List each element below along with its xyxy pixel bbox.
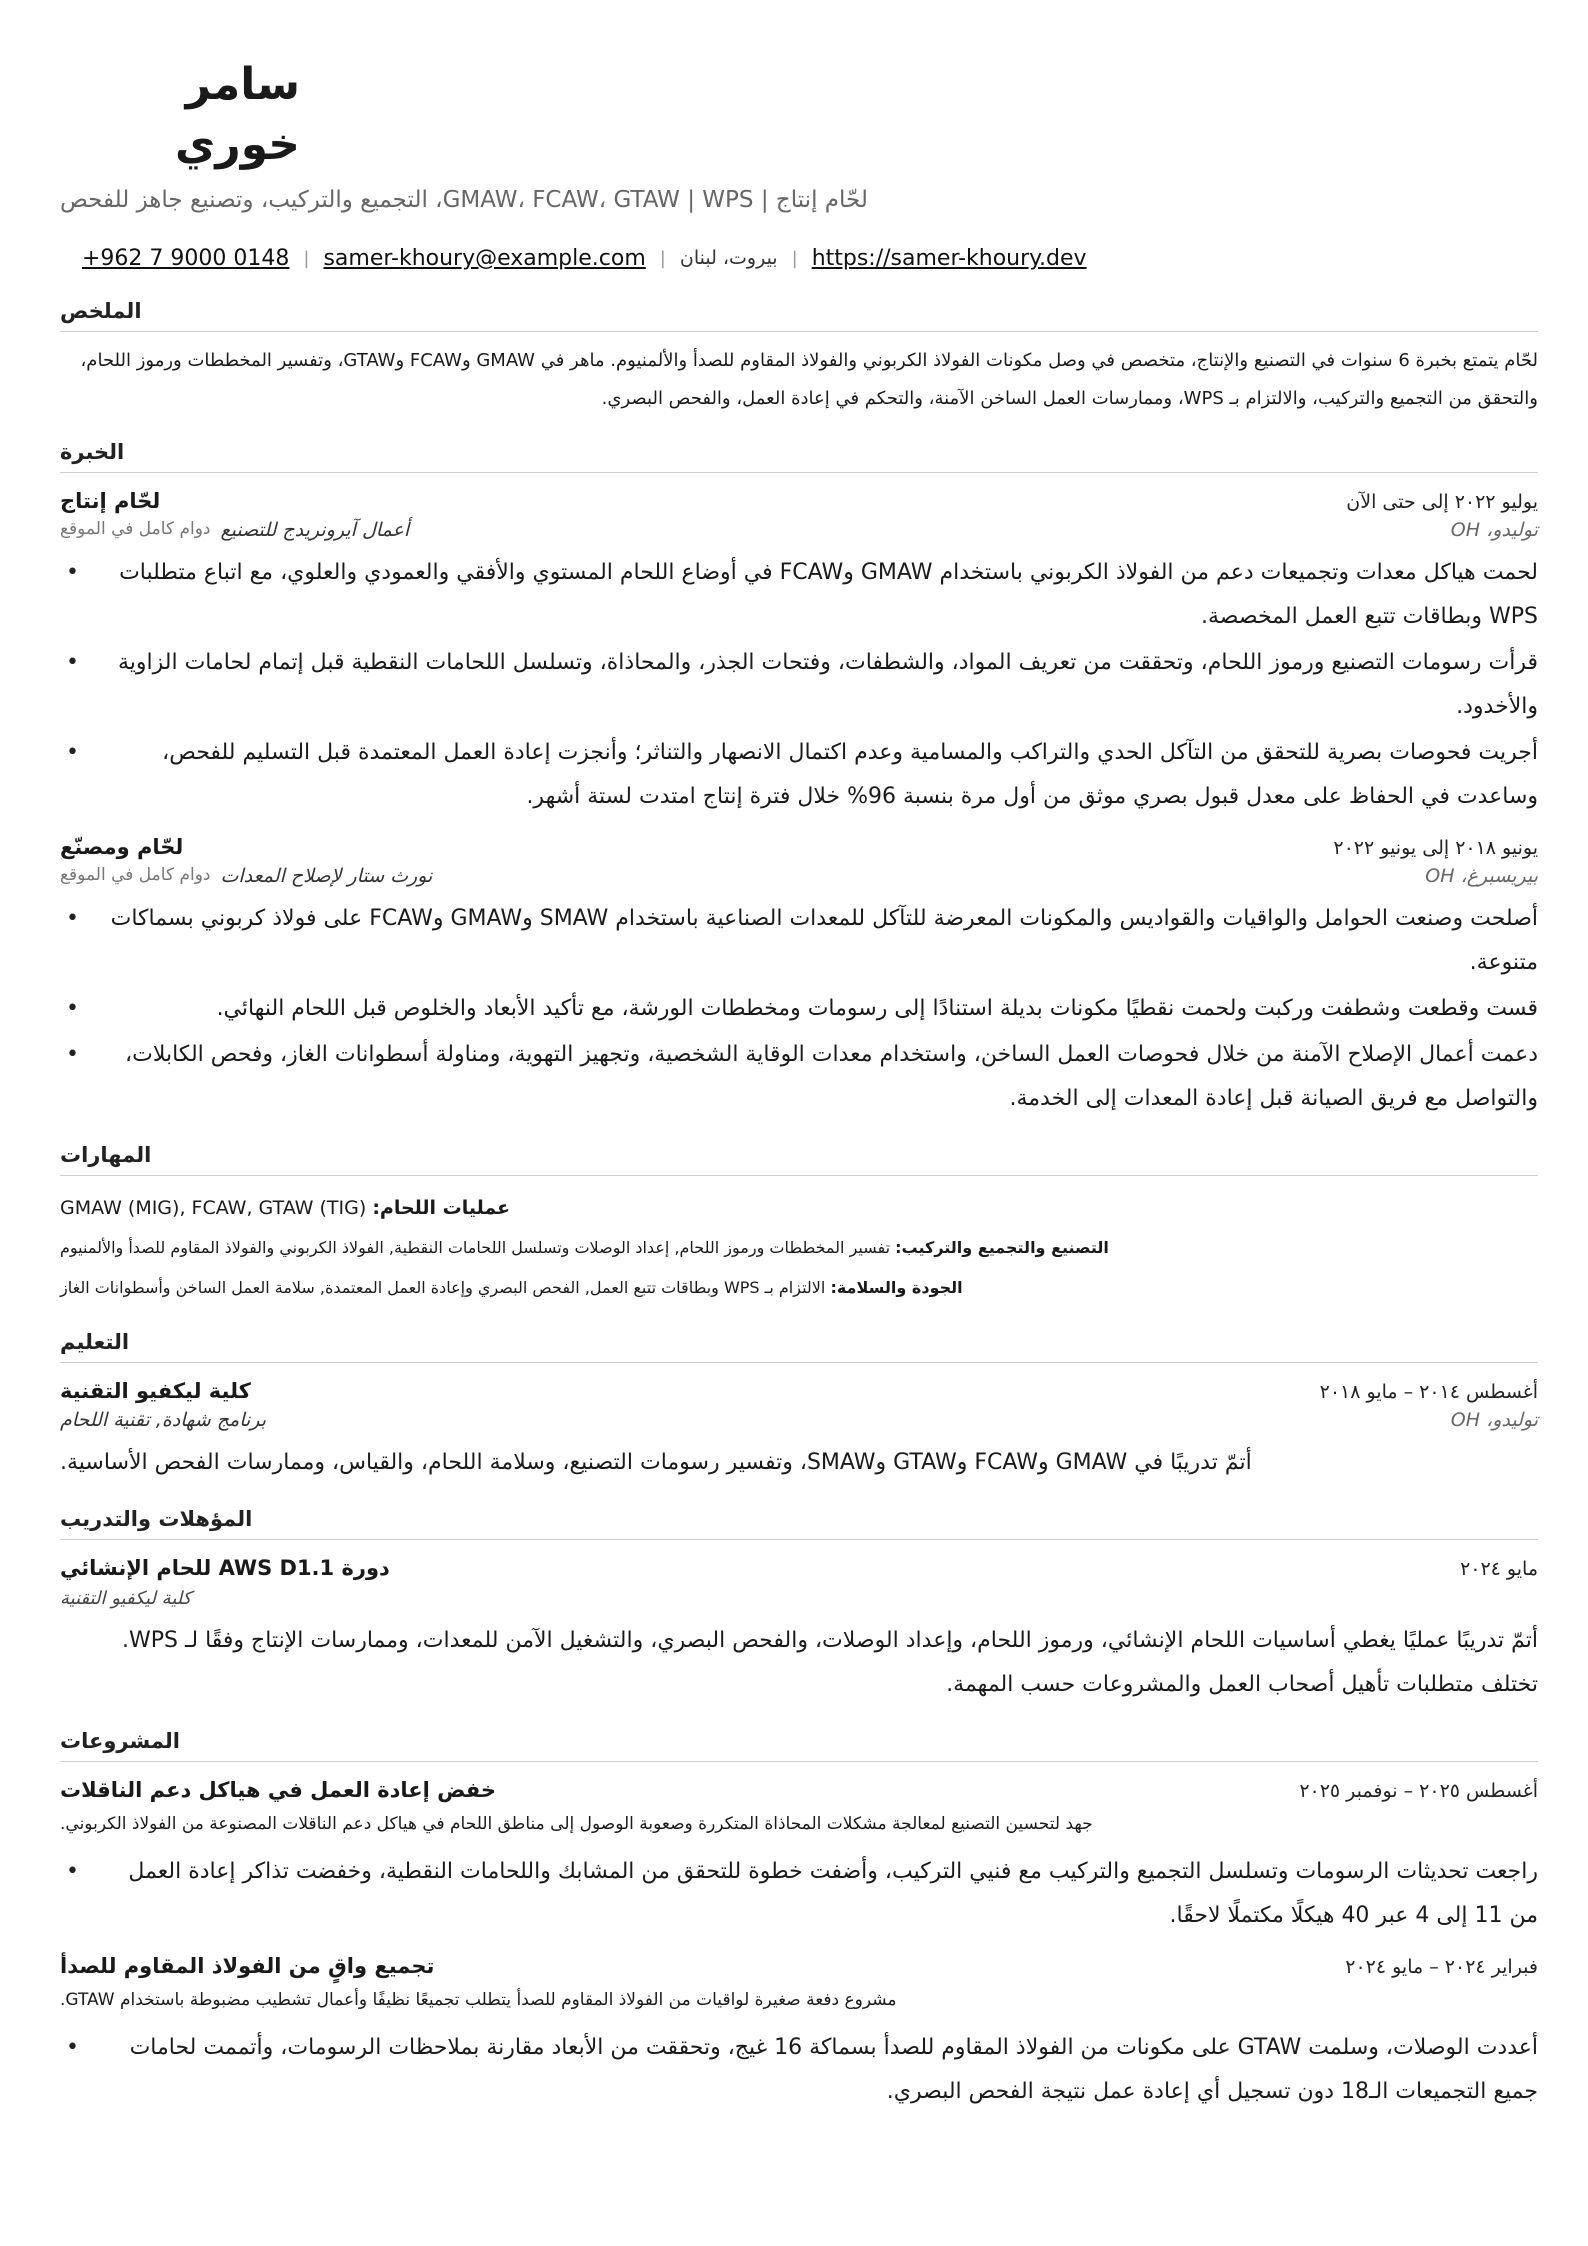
certification-entry [60,1556,1538,1707]
headline: لحّام إنتاج | GMAW، FCAW، GTAW | WPS، التجميع والتركيب، وتصنيع جاهز للفحص [60,187,868,213]
email-link[interactable]: samer-khoury@example.com [323,245,646,271]
location: بيروت، لبنان [679,247,778,269]
job-meta: دوام كامل في الموقع [60,519,211,539]
project-bullets [60,1850,1538,1938]
project-title: تجميع واقٍ من الفولاذ المقاوم للصدأ [60,1954,435,1978]
education-program-line [60,1409,266,1431]
certification-name: دورة AWS D1.1 للحام الإنشائي [60,1556,390,1580]
candidate-name: سامر خوري [175,59,300,170]
list-item: • لحمت هياكل معدات وتجميعات دعم من الفولاذ الكربوني باستخدام GMAW وFCAW في أوضاع اللحام المستوي والأفقي والعمودي والعلوي، مع اتباع متطلبات WPS وبطاقات تتبع العمل المخصصة. [60,551,1538,639]
list-item: • أعددت الوصلات، وسلمت GTAW على مكونات من الفولاذ المقاوم للصدأ بسماكة 16 غيج، وتحققت من الأبعاد مقارنة بملاحظات الرسومات، وأتممت لحامات جميع التجميعات الـ18 دون تسجيل أي إعادة عمل نتيجة الفحص البصري. [60,2026,1538,2114]
skill-line: التصنيع والتجميع والتركيب: تفسير المخططات ورموز اللحام, إعداد الوصلات وتسلسل اللحامات النقطية, الفولاذ الكربوني والفولاذ المقاوم للصدأ والألمنيوم [60,1238,1109,1257]
skill-line: عمليات اللحام: GMAW (MIG), FCAW, GTAW (TIG) [60,1197,511,1219]
list-item: • قرأت رسومات التصنيع ورموز اللحام، وتحققت من تعريف المواد، والشطفات، وفتحات الجذر، والمحاذاة، وتسلسل اللحامات النقطية قبل إتمام لحامات الزاوية والأخدود. [60,641,1538,729]
website-link[interactable]: https://samer-khoury.dev [811,245,1087,271]
separator: | [791,247,798,269]
job-dates: يونيو ٢٠١٨ إلى يونيو ٢٠٢٢ [1333,837,1538,859]
job-title: لحّام ومصنّع [60,835,184,859]
skill-line: الجودة والسلامة: الالتزام بـ WPS وبطاقات تتبع العمل, الفحص البصري وإعادة العمل المعتمدة, سلامة العمل الساخن وأسطوانات الغاز [60,1278,963,1297]
skills-list [60,1188,1538,1308]
list-item: • أصلحت وصنعت الحوامل والواقيات والقواديس والمكونات المعرضة للتآكل للمعدات الصناعية باستخدام SMAW وGMAW وFCAW على فولاذ كربوني بسماكات متنوعة. [60,897,1538,985]
job-entry [60,489,1538,819]
resume-page [60,55,1538,2116]
section-title-summary: الملخص [60,299,1538,332]
section-title-certifications: المؤهلات والتدريب [60,1507,1538,1540]
job-bullets [60,551,1538,819]
certification-description: أتمّ تدريبًا عمليًا يغطي أساسيات اللحام الإنشائي، ورموز اللحام، وإعداد الوصلات، والفحص البصري، والتشغيل الآمن للمعدات، وممارسات الإنتاج وفقًا لـ WPS. تختلف متطلبات تأهيل أصحاب العمل والمشروعات حسب المهمة. [121,1628,1538,1697]
list-item: • راجعت تحديثات الرسومات وتسلسل التجميع والتركيب مع فنيي التركيب، وأضفت خطوة للتحقق من المشابك واللحامات النقطية، وخفضت تذاكر إعادة العمل من 11 إلى 4 عبر 40 هيكلًا مكتملًا لاحقًا. [60,1850,1538,1938]
job-meta: دوام كامل في الموقع [60,865,211,885]
job-entry [60,835,1538,1121]
project-dates: أغسطس ٢٠٢٥ – نوفمبر ٢٠٢٥ [1299,1780,1538,1802]
education-description: أتمّ تدريبًا في GMAW وFCAW وGTAW وSMAW، وتفسير رسومات التصنيع، وسلامة اللحام، والقياس، وممارسات الفحص الأساسية. [60,1450,1252,1475]
job-location: بيريسبرغ، OH [1425,865,1538,887]
phone-link[interactable]: +962 7 9000 0148 [82,245,290,271]
project-bullets [60,2026,1538,2114]
certification-date: مايو ٢٠٢٤ [1460,1558,1538,1580]
section-title-skills: المهارات [60,1143,1538,1176]
summary-text: لحّام يتمتع بخبرة 6 سنوات في التصنيع والإنتاج، متخصص في وصل مكونات الفولاذ الكربوني والفولاذ المقاوم للصدأ والألمنيوم. ماهر في GMAW وFCAW وGTAW، وتفسير المخططات ورموز اللحام، والتحقق من التجميع والتركيب، والالتزام بـ WPS، وممارسات العمل الساخن الآمنة، والتحكم في إعادة العمل، والفحص البصري. [80,350,1538,409]
project-dates: فبراير ٢٠٢٤ – مايو ٢٠٢٤ [1345,1956,1538,1978]
project-entry [60,1954,1538,2114]
section-title-experience: الخبرة [60,440,1538,473]
education-program: برنامج شهادة, تقنية اللحام [60,1409,267,1431]
section-title-education: التعليم [60,1330,1538,1363]
job-company: نورث ستار لإصلاح المعدات [220,865,433,887]
separator: | [659,247,666,269]
school-name: كلية ليكفيو التقنية [60,1379,251,1403]
job-title: لحّام إنتاج [60,489,161,513]
list-item: • أجريت فحوصات بصرية للتحقق من التآكل الحدي والتراكب والمسامية وعدم اكتمال الانصهار والتناثر؛ وأنجزت إعادة العمل المعتمدة قبل التسليم للفحص، وساعدت في الحفاظ على معدل قبول بصري موثق من أول مرة بنسبة 96% خلال فترة إنتاج امتدت لستة أشهر. [60,731,1538,819]
list-item: • دعمت أعمال الإصلاح الآمنة من خلال فحوصات العمل الساخن، واستخدام معدات الوقاية الشخصية، وتجهيز التهوية، ومناولة أسطوانات الغاز، وفحص الكابلات، والتواصل مع فريق الصيانة قبل إعادة المعدات إلى الخدمة. [60,1033,1538,1121]
job-dates: يوليو ٢٠٢٢ إلى حتى الآن [1346,491,1538,513]
separator: | [303,247,310,269]
education-entry [60,1379,1538,1485]
project-title: خفض إعادة العمل في هياكل دعم الناقلات [60,1778,497,1802]
job-location: توليدو، OH [1450,519,1538,541]
section-title-projects: المشروعات [60,1729,1538,1762]
list-item: • قست وقطعت وشطفت وركبت ولحمت نقطيًا مكونات بديلة استنادًا إلى رسومات ومخططات الورشة، مع تأكيد الأبعاد والخلوص قبل اللحام النهائي. [60,987,1538,1031]
job-bullets [60,897,1538,1121]
project-entry [60,1778,1538,1938]
education-dates: أغسطس ٢٠١٤ – مايو ٢٠١٨ [1319,1381,1538,1403]
job-company-line [60,865,432,887]
project-description: جهد لتحسين التصنيع لمعالجة مشكلات المحاذاة المتكررة وصعوبة الوصول إلى مناطق اللحام في هياكل دعم الناقلات المصنوعة من الفولاذ الكربوني. [60,1814,1093,1834]
job-company-line [60,519,409,541]
project-description: مشروع دفعة صغيرة لواقيات من الفولاذ المقاوم للصدأ يتطلب تجميعًا نظيفًا وأعمال تشطيب مضبوطة باستخدام GTAW. [60,1990,897,2010]
contact-bar [60,239,1538,277]
education-location: توليدو، OH [1450,1409,1538,1431]
certification-issuer: كلية ليكفيو التقنية [60,1588,192,1609]
job-company: أعمال آيرونريدج للتصنيع [220,519,410,541]
